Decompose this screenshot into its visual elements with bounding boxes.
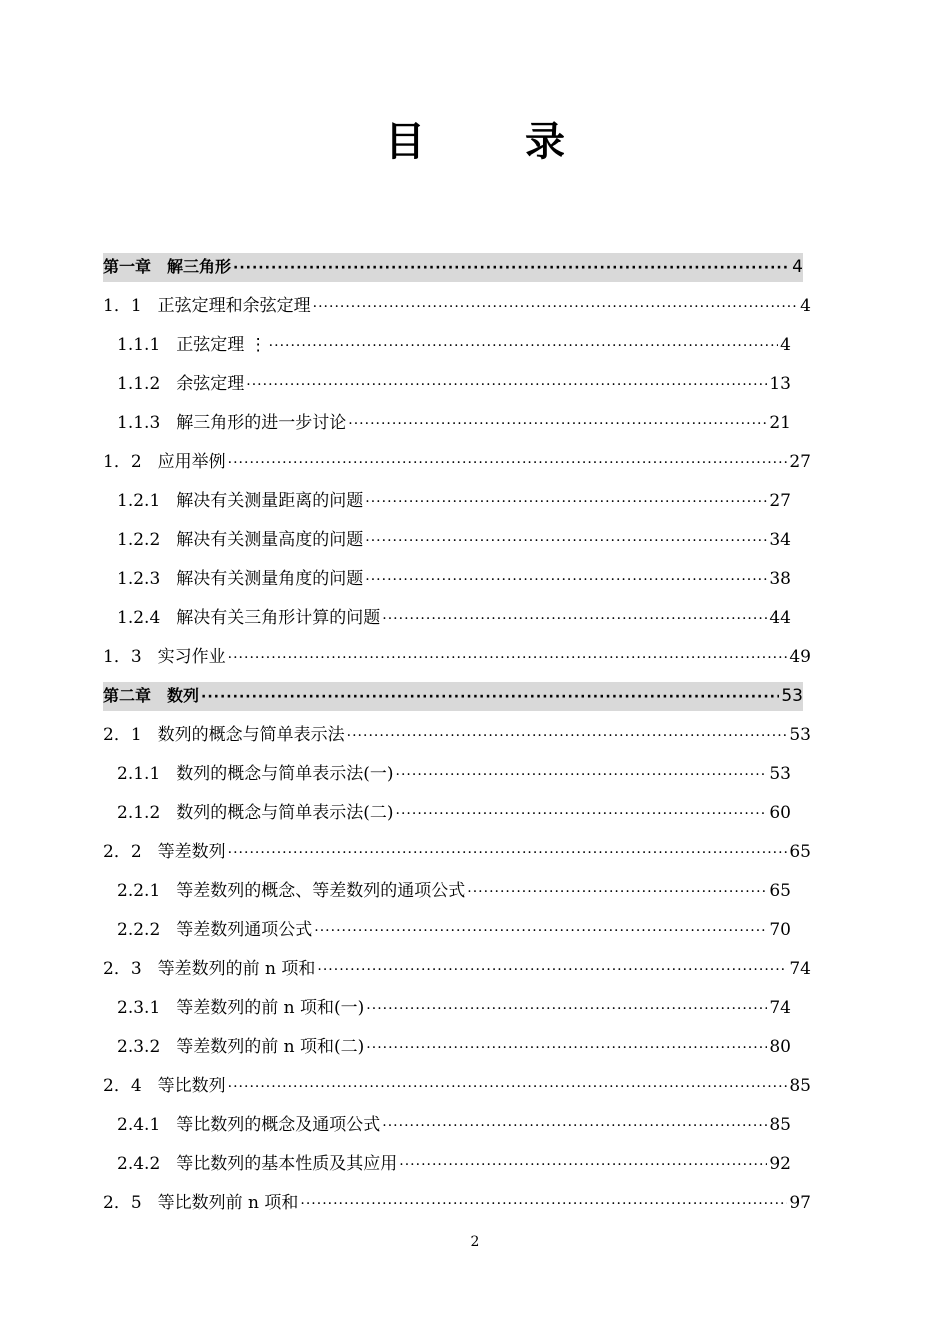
toc-entry-label: [117, 409, 346, 437]
toc-entry-number: 2．1: [103, 725, 142, 745]
toc-chapter-entry[interactable]: [103, 250, 811, 289]
toc-subsection-entry[interactable]: [103, 796, 811, 835]
dot-leader: [365, 488, 767, 516]
toc-entry-label: [117, 1111, 380, 1139]
toc-subsection-entry[interactable]: [103, 328, 811, 367]
dot-leader: [399, 1151, 767, 1179]
dot-leader: [467, 878, 767, 906]
dot-leader: [365, 527, 767, 555]
toc-section-entry[interactable]: [103, 1186, 811, 1225]
toc-entry-title: 数列: [167, 686, 200, 705]
toc-entry-title: 数列的概念与简单表示法(二): [176, 803, 394, 823]
toc-subsection-entry[interactable]: [103, 406, 811, 445]
dot-leader: [382, 605, 767, 633]
toc-entry-label: [117, 526, 363, 554]
toc-subsection-entry[interactable]: [103, 562, 811, 601]
toc-entry-label: [103, 682, 199, 710]
toc-entry-number: 第一章: [103, 257, 152, 276]
toc-page-number: 49: [789, 647, 811, 667]
toc-page-number: 21: [769, 413, 791, 433]
toc-page-number: 92: [769, 1154, 791, 1174]
toc-subsection-entry[interactable]: [103, 757, 811, 796]
toc-entry-title: 等差数列通项公式: [176, 920, 313, 940]
toc-page-number: 70: [769, 920, 791, 940]
dot-leader: [348, 410, 767, 438]
toc-entry-number: 2.2.2: [117, 920, 161, 940]
toc-entry-number: 1.2.2: [117, 530, 161, 550]
toc-entry-label: [117, 760, 394, 788]
toc-entry-label: [117, 799, 394, 827]
toc-section-entry[interactable]: [103, 289, 811, 328]
toc-page-number: 53: [769, 764, 791, 784]
toc-entry-title: 解三角形: [167, 257, 232, 276]
toc-entry-label: [103, 838, 226, 866]
toc-subsection-entry[interactable]: [103, 991, 811, 1030]
toc-entry-label: [103, 292, 311, 320]
toc-entry-title: 数列的概念与简单表示法(一): [176, 764, 394, 784]
dot-leader: [228, 449, 788, 477]
toc-entry-number: 2．5: [103, 1193, 142, 1213]
toc-entry-label: [103, 721, 345, 749]
toc-page-number: 65: [789, 842, 811, 862]
toc-entry-number: 2.2.1: [117, 881, 161, 901]
toc-page-number: 27: [769, 491, 791, 511]
toc-entry-number: 1.2.3: [117, 569, 161, 589]
toc-page-number: 74: [769, 998, 791, 1018]
toc-page-number: 60: [769, 803, 791, 823]
toc-entry-title: 等差数列的概念、等差数列的通项公式: [176, 881, 466, 901]
toc-section-entry[interactable]: [103, 835, 811, 874]
toc-section-entry[interactable]: [103, 1069, 811, 1108]
toc-page-number: 74: [789, 959, 811, 979]
toc-entry-number: 1.1.3: [117, 413, 161, 433]
toc-entry-label: [117, 487, 363, 515]
toc-entry-number: 2.1.1: [117, 764, 161, 784]
toc-page-number: 53: [789, 725, 811, 745]
chapter-highlight: [103, 253, 803, 282]
toc-entry-number: 2．4: [103, 1076, 142, 1096]
toc-page-number: 4: [780, 335, 791, 355]
toc-entry-label: [117, 877, 465, 905]
toc-entry-number: 1.2.4: [117, 608, 161, 628]
toc-subsection-entry[interactable]: [103, 367, 811, 406]
dot-leader: [246, 371, 767, 399]
toc-subsection-entry[interactable]: [103, 523, 811, 562]
toc-entry-number: 2．3: [103, 959, 142, 979]
dot-leader: [228, 839, 788, 867]
dot-leader: [313, 293, 799, 321]
toc-entry-title: 正弦定理 ⋮: [176, 335, 267, 355]
toc-entry-label: [103, 448, 226, 476]
table-of-contents: [103, 250, 811, 1225]
toc-entry-label: [117, 565, 363, 593]
toc-entry-title: 等比数列的概念及通项公式: [176, 1115, 381, 1135]
toc-entry-label: [117, 1033, 364, 1061]
toc-entry-label: [117, 994, 364, 1022]
toc-chapter-entry[interactable]: [103, 679, 811, 718]
dot-leader: [300, 1190, 787, 1218]
toc-subsection-entry[interactable]: [103, 601, 811, 640]
toc-subsection-entry[interactable]: [103, 1108, 811, 1147]
dot-leader: [201, 683, 779, 711]
toc-entry-title: 等差数列的前 n 项和(二): [176, 1037, 365, 1057]
toc-page-number: 38: [769, 569, 791, 589]
toc-subsection-entry[interactable]: [103, 913, 811, 952]
toc-entry-label: [117, 370, 244, 398]
toc-entry-number: 1．1: [103, 296, 142, 316]
chapter-highlight: [103, 682, 803, 711]
toc-entry-number: 2.4.2: [117, 1154, 161, 1174]
toc-section-entry[interactable]: [103, 718, 811, 757]
toc-entry-label: [117, 916, 312, 944]
toc-section-entry[interactable]: [103, 445, 811, 484]
toc-entry-number: 1．3: [103, 647, 142, 667]
toc-page-number: 44: [769, 608, 791, 628]
dot-leader: [366, 1034, 767, 1062]
toc-page-number: 85: [789, 1076, 811, 1096]
toc-entry-label: [103, 1072, 226, 1100]
toc-entry-title: 数列的概念与简单表示法: [157, 725, 345, 745]
dot-leader: [366, 995, 767, 1023]
page-number: 2: [470, 1234, 480, 1250]
toc-entry-title: 等比数列前 n 项和: [157, 1193, 299, 1213]
toc-entry-number: 2.3.2: [117, 1037, 161, 1057]
dot-leader: [269, 332, 779, 360]
page-title: 目 录: [385, 119, 595, 165]
dot-leader: [396, 800, 768, 828]
toc-entry-number: 2．2: [103, 842, 142, 862]
toc-page-number: 4: [800, 296, 811, 316]
toc-page-number: 53: [781, 686, 803, 706]
toc-entry-title: 等差数列: [157, 842, 226, 862]
toc-entry-title: 等比数列的基本性质及其应用: [176, 1154, 398, 1174]
toc-page-number: 85: [769, 1115, 791, 1135]
toc-entry-label: [103, 955, 315, 983]
toc-entry-number: 2.1.2: [117, 803, 161, 823]
toc-entry-label: [103, 1189, 298, 1217]
toc-page-number: 80: [769, 1037, 791, 1057]
toc-entry-label: [117, 1150, 397, 1178]
toc-entry-title: 余弦定理: [176, 374, 245, 394]
toc-entry-title: 解决有关测量高度的问题: [176, 530, 364, 550]
toc-entry-number: 第二章: [103, 686, 152, 705]
toc-page-number: 34: [769, 530, 791, 550]
dot-leader: [233, 254, 790, 282]
dot-leader: [228, 1073, 788, 1101]
toc-entry-label: [103, 643, 226, 671]
toc-page-number: 27: [789, 452, 811, 472]
toc-entry-title: 解三角形的进一步讨论: [176, 413, 347, 433]
toc-entry-title: 实习作业: [157, 647, 226, 667]
toc-entry-title: 解决有关测量距离的问题: [176, 491, 364, 511]
toc-entry-title: 等差数列的前 n 项和(一): [176, 998, 365, 1018]
dot-leader: [365, 566, 767, 594]
toc-entry-number: 2.3.1: [117, 998, 161, 1018]
toc-entry-label: [117, 604, 380, 632]
dot-leader: [382, 1112, 767, 1140]
toc-entry-title: 应用举例: [157, 452, 226, 472]
toc-entry-title: 解决有关测量角度的问题: [176, 569, 364, 589]
toc-entry-label: [117, 331, 267, 359]
toc-entry-title: 正弦定理和余弦定理: [157, 296, 311, 316]
toc-page-number: 13: [769, 374, 791, 394]
toc-entry-number: 2.4.1: [117, 1115, 161, 1135]
toc-entry-number: 1.2.1: [117, 491, 161, 511]
toc-page-number: 65: [769, 881, 791, 901]
toc-subsection-entry[interactable]: [103, 1147, 811, 1186]
dot-leader: [396, 761, 768, 789]
toc-page-number: 4: [792, 257, 803, 277]
dot-leader: [317, 956, 787, 984]
toc-entry-number: 1.1.2: [117, 374, 161, 394]
toc-subsection-entry[interactable]: [103, 874, 811, 913]
dot-leader: [347, 722, 788, 750]
toc-section-entry[interactable]: [103, 952, 811, 991]
dot-leader: [314, 917, 767, 945]
toc-entry-number: 1.1.1: [117, 335, 161, 355]
toc-subsection-entry[interactable]: [103, 484, 811, 523]
toc-subsection-entry[interactable]: [103, 1030, 811, 1069]
toc-entry-title: 解决有关三角形计算的问题: [176, 608, 381, 628]
toc-page-number: 97: [789, 1193, 811, 1213]
toc-section-entry[interactable]: [103, 640, 811, 679]
toc-entry-title: 等差数列的前 n 项和: [157, 959, 316, 979]
toc-entry-label: [103, 253, 231, 281]
toc-entry-number: 1．2: [103, 452, 142, 472]
toc-entry-title: 等比数列: [157, 1076, 226, 1096]
dot-leader: [228, 644, 788, 672]
